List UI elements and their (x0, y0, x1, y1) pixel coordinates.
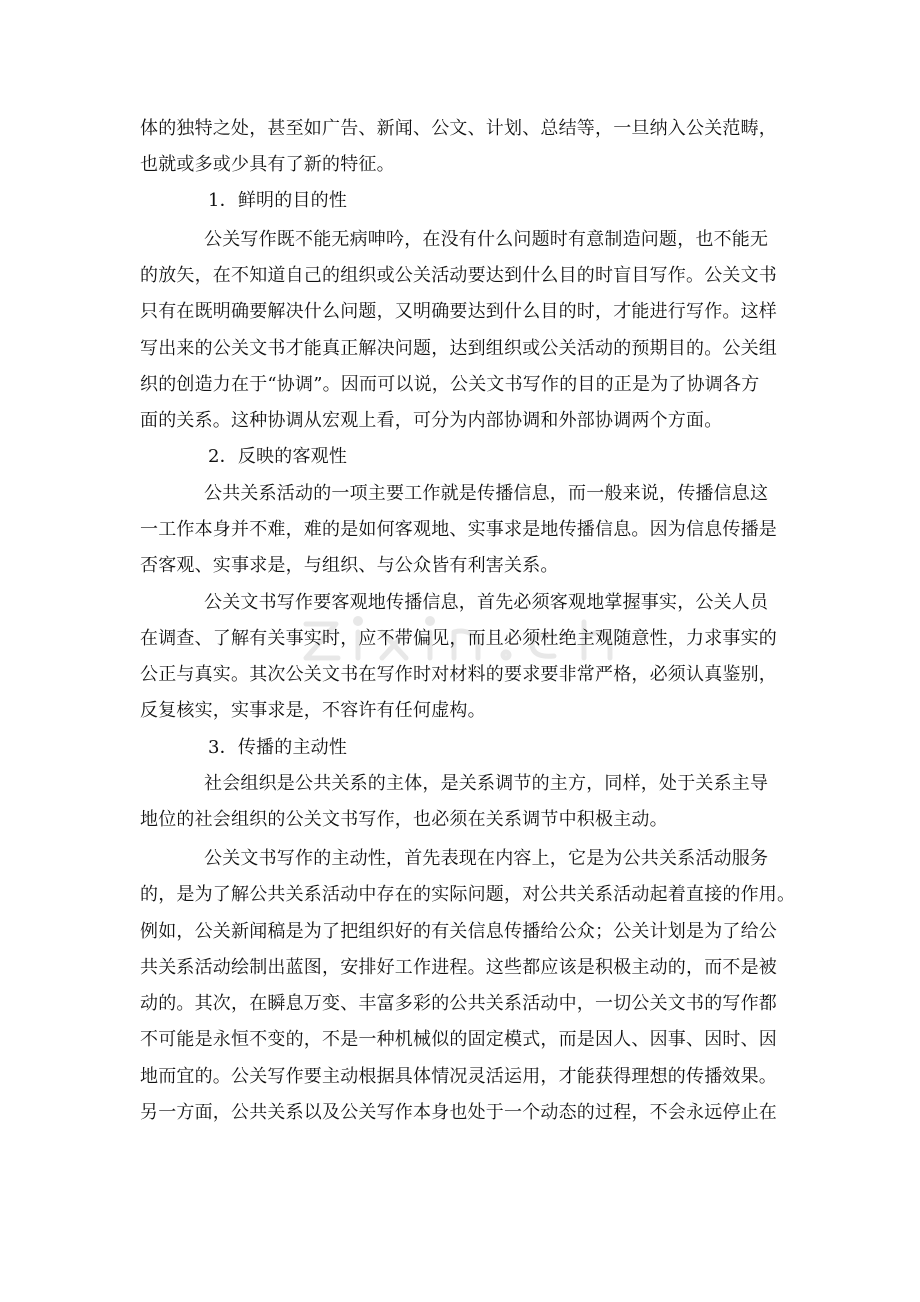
section-heading-2: 2．反映的客观性 (208, 446, 348, 467)
text-line-8: 织的创造力在于“协调”。因而可以说，公关文书写作的目的正是为了协调各方 (140, 374, 760, 395)
text-line-25: 动的。其次，在瞬息万变、丰富多彩的公共关系活动中，一切公关文书的写作都 (140, 993, 777, 1014)
text-line-13: 否客观、实事求是，与组织、与公众皆有利害关系。 (140, 555, 559, 576)
text-line-24: 共关系活动绘制出蓝图，安排好工作进程。这些都应该是积极主动的，而不是被 (140, 957, 777, 978)
text-line-15: 在调查、了解有关事实时，应不带偏见，而且必须杜绝主观随意性，力求事实的 (140, 628, 777, 649)
text-line-21: 公关文书写作的主动性，首先表现在内容上，它是为公共关系活动服务 (204, 848, 769, 869)
text-line-20: 地位的社会组织的公关文书写作，也必须在关系调节中积极主动。 (140, 809, 668, 830)
text-line-9: 面的关系。这种协调从宏观上看，可分为内部协调和外部协调两个方面。 (140, 410, 723, 431)
text-line-5: 的放矢，在不知道自己的组织或公关活动要达到什么目的时盲目写作。公关文书 (140, 265, 777, 286)
text-line-22: 的，是为了解公共关系活动中存在的实际问题，对公共关系活动起着直接的作用。 (140, 884, 796, 905)
text-line-16: 公正与真实。其次公关文书在写作时对材料的要求要非常严格，必须认真鉴别， (140, 664, 777, 685)
text-line-23: 例如，公关新闻稿是为了把组织好的有关信息传播给公众；公关计划是为了给公 (140, 921, 777, 942)
text-line-19: 社会组织是公共关系的主体，是关系调节的主方，同样，处于关系主导 (204, 773, 769, 794)
text-line-4: 公关写作既不能无病呻吟，在没有什么问题时有意制造问题，也不能无 (204, 229, 769, 250)
text-line-7: 写出来的公关文书才能真正解决问题，达到组织或公关活动的预期目的。公关组 (140, 338, 777, 359)
text-line-6: 只有在既明确要解决什么问题，又明确要达到什么目的时，才能进行写作。这样 (140, 301, 777, 322)
text-line-11: 公共关系活动的一项主要工作就是传播信息，而一般来说，传播信息这 (204, 483, 769, 504)
section-heading-1: 1．鲜明的目的性 (208, 190, 348, 211)
section-heading-3: 3．传播的主动性 (208, 737, 348, 758)
text-line-12: 一工作本身并不难，难的是如何客观地、实事求是地传播信息。因为信息传播是 (140, 519, 777, 540)
text-line-27: 地而宜的。公关写作要主动根据具体情况灵活运用，才能获得理想的传播效果。 (140, 1066, 777, 1087)
text-line-28: 另一方面，公共关系以及公关写作本身也处于一个动态的过程，不会永远停止在 (140, 1102, 777, 1123)
text-line-17: 反复核实，实事求是，不容许有任何虚构。 (140, 700, 486, 721)
text-line-26: 不可能是永恒不变的，不是一种机械似的固定模式，而是因人、因事、因时、因 (140, 1029, 777, 1050)
text-line-14: 公关文书写作要客观地传播信息，首先必须客观地掌握事实，公关人员 (204, 592, 769, 613)
text-line-1: 体的独特之处，甚至如广告、新闻、公文、计划、总结等，一旦纳入公关范畴， (140, 118, 777, 139)
text-line-2: 也就或多或少具有了新的特征。 (140, 154, 395, 175)
